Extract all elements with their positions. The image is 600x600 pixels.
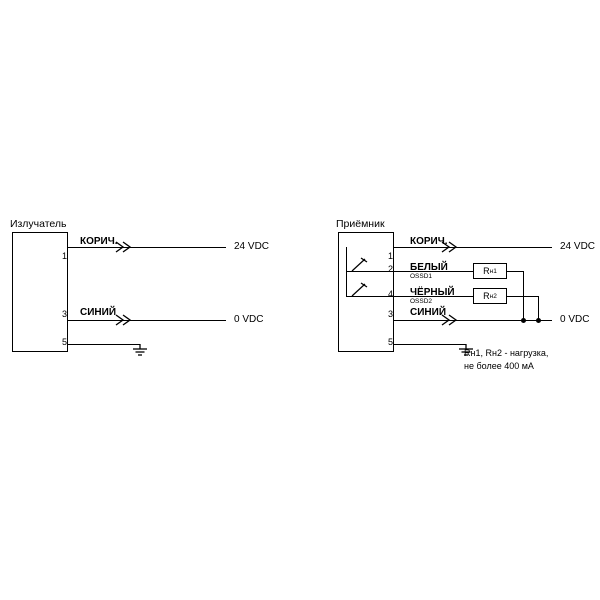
receiver-wire-4-sublabel: OSSD2 xyxy=(410,298,433,305)
emitter-wire-3-label: СИНИЙ xyxy=(80,307,117,318)
resistor-rn2-label: R xyxy=(483,291,490,301)
receiver-terminal-0vdc: 0 VDC xyxy=(560,314,590,325)
resistor-rn2-drop-link xyxy=(523,296,539,297)
receiver-wire-1 xyxy=(394,247,552,248)
receiver-wire-1-arrows xyxy=(440,240,460,254)
emitter-pin-3: 3 xyxy=(62,309,68,319)
emitter-wire-3-arrows xyxy=(114,313,134,327)
receiver-pin-3: 3 xyxy=(388,309,394,319)
receiver-title: Приёмник xyxy=(336,218,385,230)
emitter-ground-symbol xyxy=(128,336,152,358)
emitter-pin-1: 1 xyxy=(62,251,68,261)
emitter-wire-1-label: КОРИЧ. xyxy=(80,236,118,247)
receiver-terminal-24vdc: 24 VDC xyxy=(560,241,596,252)
receiver-pin-4: 4 xyxy=(388,289,394,299)
emitter-pin-5: 5 xyxy=(62,337,68,347)
receiver-pin-1: 1 xyxy=(388,251,394,261)
resistor-rn1-subscript: н1 xyxy=(489,267,497,275)
receiver-wire-4-label: ЧЁРНЫЙ xyxy=(410,287,455,298)
receiver-wire-2-label: БЕЛЫЙ xyxy=(410,262,448,273)
resistor-rn1-label: R xyxy=(483,266,490,276)
receiver-wire-3-arrows xyxy=(440,313,460,327)
receiver-wire-2-right xyxy=(507,271,523,272)
resistor-rn1 xyxy=(473,263,507,279)
emitter-wire-1 xyxy=(68,247,226,248)
receiver-wire-3 xyxy=(394,320,552,321)
emitter-body xyxy=(12,232,68,352)
receiver-wire-4-right xyxy=(507,296,523,297)
receiver-switch-symbol-1 xyxy=(350,255,372,275)
load-note-line-2: не более 400 мА xyxy=(464,361,534,371)
emitter-terminal-0vdc: 0 VDC xyxy=(234,314,264,325)
receiver-switch-symbol-2 xyxy=(350,280,372,300)
resistor-rn2-drop xyxy=(538,296,539,320)
receiver-wire-1-label: КОРИЧ. xyxy=(410,236,448,247)
junction-dot-rn2 xyxy=(536,318,541,323)
resistor-rn2 xyxy=(473,288,507,304)
receiver-wire-3-label: СИНИЙ xyxy=(410,307,447,318)
resistor-rn2-subscript: н2 xyxy=(489,292,497,300)
load-note-line-1: Rн1, Rн2 - нагрузка, xyxy=(464,348,549,358)
emitter-wire-3 xyxy=(68,320,226,321)
emitter-wire-1-arrows xyxy=(114,240,134,254)
emitter-title: Излучатель xyxy=(10,218,67,230)
receiver-wire-2-sublabel: OSSD1 xyxy=(410,273,433,280)
receiver-pin-5: 5 xyxy=(388,337,394,347)
junction-dot-rn1 xyxy=(521,318,526,323)
receiver-pin-2: 2 xyxy=(388,264,394,274)
emitter-terminal-24vdc: 24 VDC xyxy=(234,241,270,252)
